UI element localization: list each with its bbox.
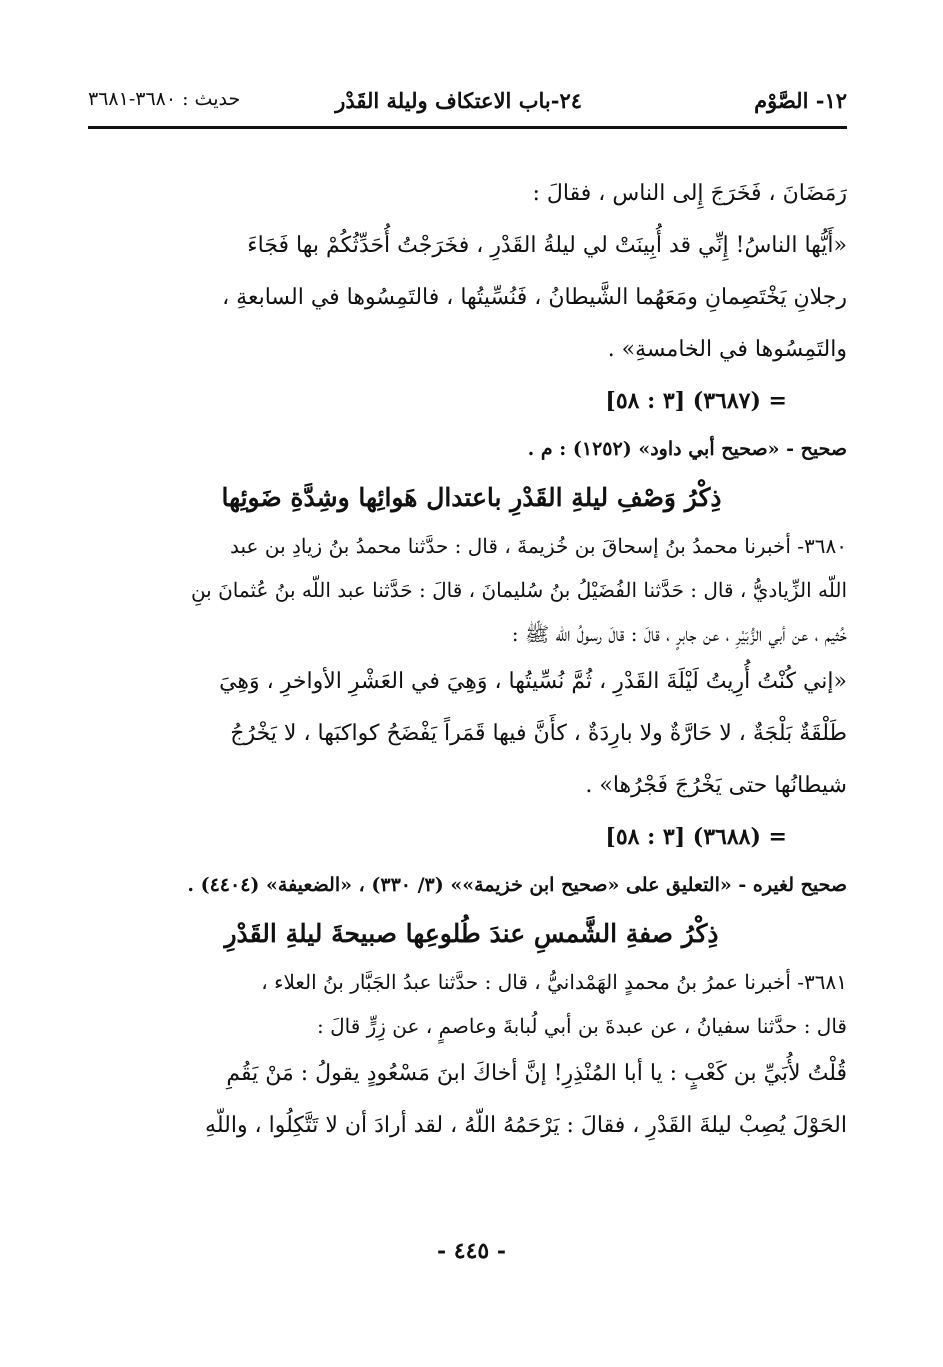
text-line: رَمَضَانَ ، فَخَرَجَ إِلى الناس ، فقالَ :: [532, 181, 847, 206]
text-line: قُلْتُ لأُبَيِّ بن كَعْبٍ : يا أبا المُنْذِرِ! إنَّ أخاكَ ابنَ مَسْعُودٍ يقولُ : مَنْ يَقُمِ: [226, 1061, 847, 1086]
narration-line: قال : حدَّثنا سفيانُ ، عن عبدةَ بن أبي لُبابةَ وعاصمٍ ، عن زِرٍّ قالَ :: [316, 1014, 847, 1038]
cross-reference: = (٣٦٨٧) [٣ : ٥٨]: [605, 388, 787, 414]
header-divider: [88, 126, 847, 129]
section-title: ٢٤-باب الاعتكاف وليلة القَدْر: [335, 88, 582, 113]
narration-line: خُثيم ، عن أبي الزُّبَيْرِ ، عن جابرٍ ، قالَ : قالَ رسولُ اللّه ﷺ :: [511, 622, 847, 646]
running-header: [88, 82, 847, 128]
text-line: الحَوْلَ يُصِبْ ليلةَ القَدْرِ ، فقالَ : يَرْحَمُهُ اللّهُ ، لقد أرادَ أن لا تَتَّكِلُوا ، واللّهِ: [205, 1113, 847, 1138]
authenticity-grade: صحيح - «صحيح أبي داود» (١٢٥٢) : م .: [527, 438, 847, 460]
hadith-range: حديث : ٣٦٨٠-٣٦٨١: [88, 88, 241, 110]
text-line: رجلانِ يَخْتَصِمانِ ومَعَهُما الشَّيطانُ ، فَنُسِّيتُها ، فالتَمِسُوها في السابعةِ ،: [222, 285, 847, 310]
chapter-heading: ذِكْرُ صفةِ الشَّمسِ عندَ طُلوعِها صبيحةَ ليلةِ القَدْرِ: [224, 919, 719, 948]
narration-line: ٣٦٨١- أخبرنا عمرُ بنُ محمدٍ الهَمْدانيُّ ، قال : حدَّثنا عبدُ الجَبَّار بنُ العلاء ،: [261, 970, 847, 994]
hadith-line: شيطانُها حتى يَخْرُجَ فَجْرُها» .: [585, 773, 847, 798]
chapter-heading: ذِكْرُ وَصْفِ ليلةِ القَدْرِ باعتدال هَوائِها وشِدَّةِ ضَوئِها: [221, 483, 722, 512]
hadith-line: «إني كُنْتُ أُرِيتُ لَيْلَةَ القَدْرِ ، ثُمَّ نُسِّيتُها ، وَهِيَ في العَشْرِ الأواخرِ ، وَهِيَ: [219, 669, 847, 694]
text-line: والتَمِسُوها في الخامسةِ» .: [607, 337, 847, 362]
authenticity-grade: صحيح لغيره - «التعليق على «صحيح ابن خزيمة»» (٣/ ٣٣٠) ، «الضعيفة» (٤٤٠٤) .: [187, 874, 847, 896]
cross-reference: = (٣٦٨٨) [٣ : ٥٨]: [605, 824, 787, 850]
chapter-title: ١٢- الصَّوْم: [754, 88, 847, 113]
narration-line: اللّه الزِّياديُّ ، قال : حَدَّثنا الفُضَيْلُ بنُ سُليمانَ ، قالَ : حَدَّثنا عبد اللّه بنُ عُثمانَ بنِ: [190, 578, 847, 602]
text-line: «أَيُّها الناسُ! إِنِّي قد أُبِينَتْ لي ليلةُ القَدْرِ ، فخَرَجْتُ أُحَدِّثُكُمْ بها فَجَاءَ: [247, 233, 847, 258]
narration-line: ٣٦٨٠- أخبرنا محمدُ بنُ إسحاقَ بن خُزيمةَ ، قال : حدَّثنا محمدُ بنُ زيادِ بن عبد: [230, 534, 847, 558]
hadith-line: طَلْقَةٌ بَلْجَةٌ ، لا حَارَّةٌ ولا بارِدَةٌ ، كأَنَّ فيها قَمَراً يَفْضَحُ كواكبَها ، لا يَخْرُجُ: [230, 721, 847, 746]
page-body: [96, 168, 847, 1152]
page-number: - ٤٤٥ -: [436, 1238, 507, 1264]
